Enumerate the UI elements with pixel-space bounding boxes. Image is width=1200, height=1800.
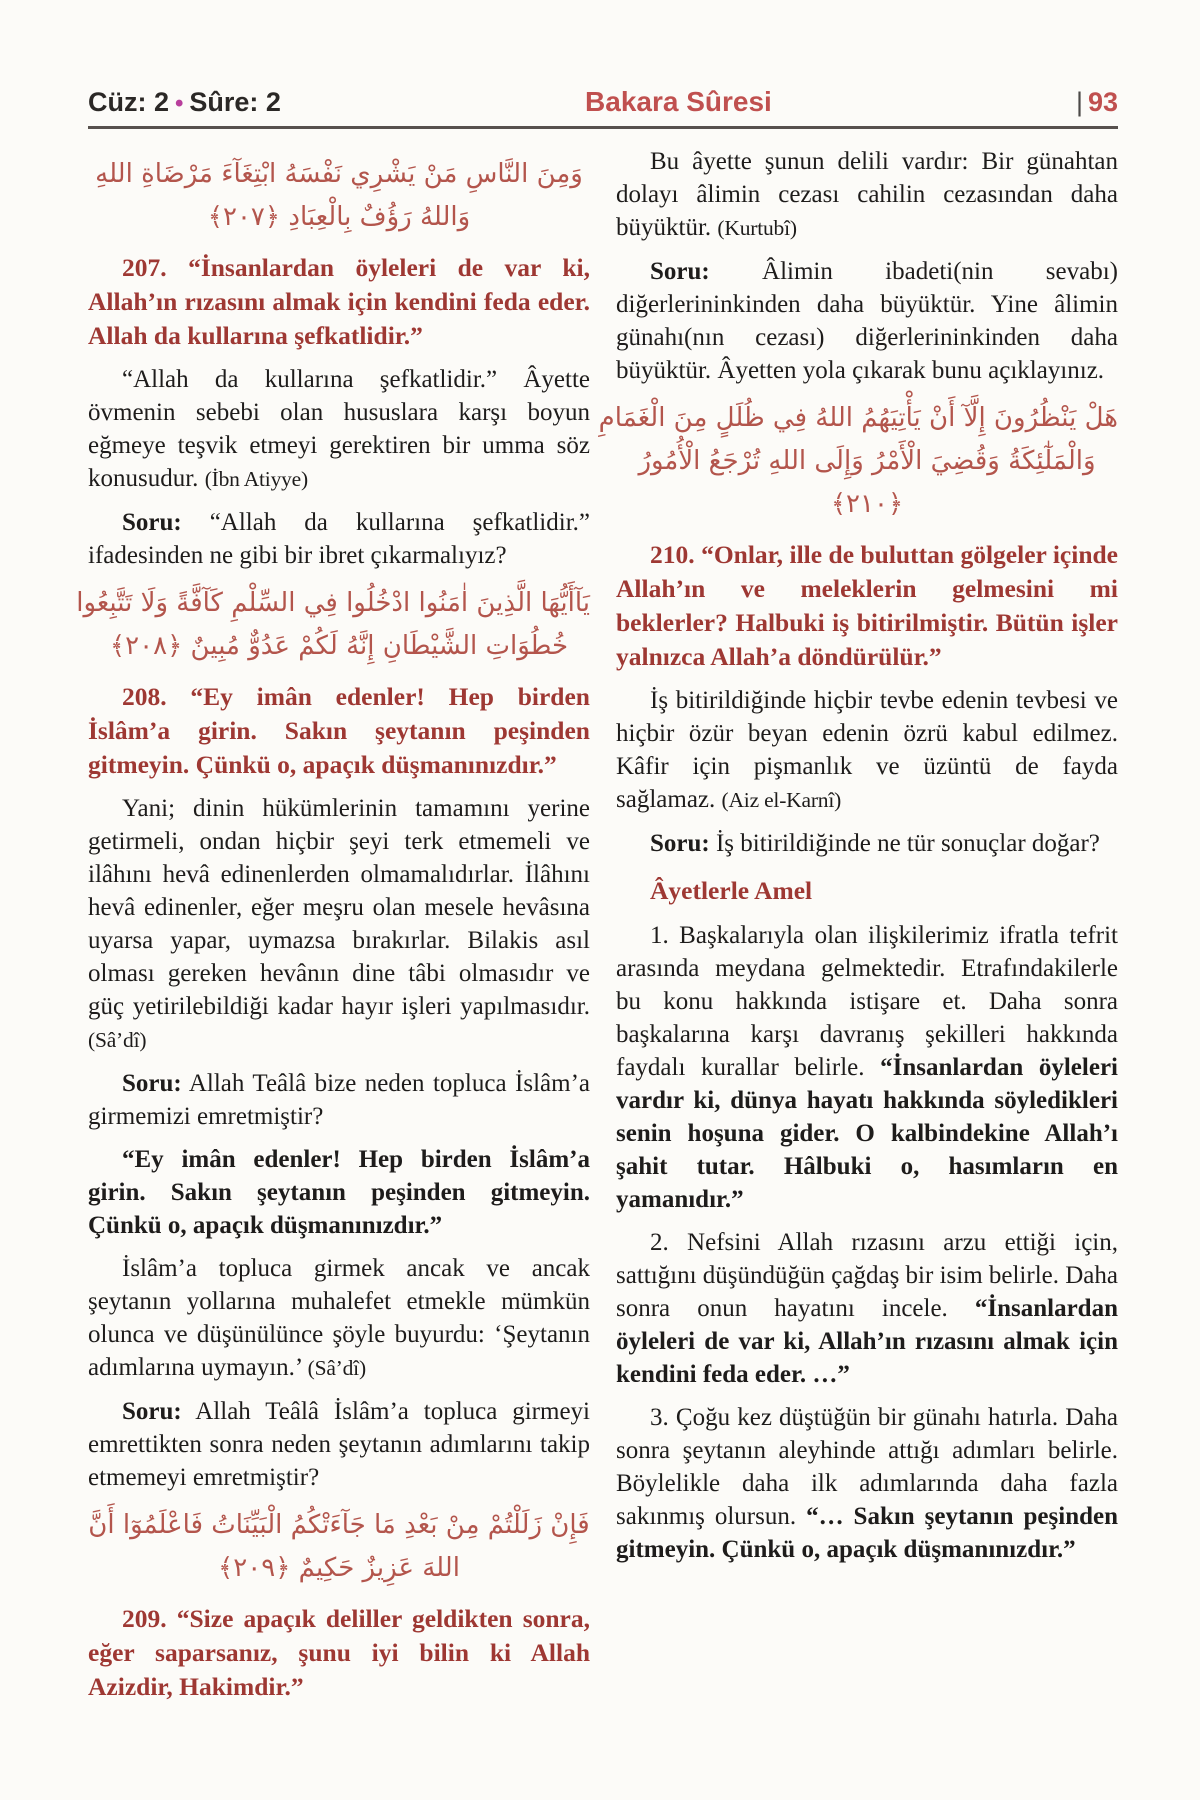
body-paragraph: 1. Başkalarıyla olan ilişkilerimiz ifratla tefrit arasında meydana gelmektedir. Etrafındakilerle bu konu hakkında istişare et. Daha sonra başkalarına karşı davranış şekilleri hakkında faydalı kurallar belirle. “İnsanlardan öyleleri vardır ki, dünya hayatı hakkında söyledikleri senin hoşuna gider. O kalbindekine Allah’ı şahit tutar. Hâlbuki o, hasımların en yamanıdır.”	[616, 922, 1118, 1213]
page-title: Bakara Sûresi	[585, 86, 772, 117]
body-paragraph: İş bitirildiğinde hiçbir tevbe edenin tevbesi ve hiçbir özür beyan edenin özrü kabul edilmez. Kâfir için pişmanlık ve üzüntü de fayda sağlamaz. (Aiz el-Karnî)	[616, 687, 1118, 813]
arabic-verse-line: ﴿٢١٠﴾	[830, 489, 904, 519]
page-content	[76, 145, 1118, 1714]
source-citation: (İbn Atiyye)	[204, 467, 308, 491]
question-label: Soru:	[122, 509, 182, 536]
body-paragraph: 2. Nefsini Allah rızasını arzu ettiği için, sattığını düşündüğün çağdaş bir isim belirle. Daha sonra onun hayatını incele. “İnsanlardan öyleleri de var ki, Allah’ın rızasını almak için kendini feda eder. …”	[616, 1229, 1118, 1388]
body-paragraph: Bu âyette şunun delili vardır: Bir günahtan dolayı âlimin cezası cahilin cezasından daha büyüktür. (Kurtubî)	[616, 148, 1118, 241]
question-paragraph: Soru: İş bitirildiğinde ne tür sonuçlar doğar?	[650, 830, 1100, 857]
question-paragraph: Soru: Allah Teâlâ İslâm’a topluca girmeyi emrettikten sonra neden şeytanın adımlarını takip etmemeyi emretmiştir?	[88, 1398, 590, 1491]
separator-bullet: •	[175, 90, 184, 117]
arabic-verse	[88, 153, 590, 239]
bold-quote-paragraph: “Ey imân edenler! Hep birden İslâm’a girin. Sakın şeytanın peşinden gitmeyin. Çünkü o, apaçık düşmanınızdır.”	[88, 1146, 590, 1239]
arabic-verse-line: اللهَ عَزِيزٌ حَكِيمٌ ﴿٢٠٩﴾	[218, 1553, 460, 1583]
bold-quote-inline: “İnsanlardan öyleleri vardır ki, dünya hayatı hakkında söyledikleri senin hoşuna gider. O kalbindekine Allah’ı şahit tutar. Hâlbuki o, hasımların en yamanıdır.”	[616, 1054, 1118, 1213]
sure-label: Sûre: 2	[189, 87, 281, 117]
arabic-verse-line: فَإِنْ زَلَلْتُمْ مِنْ بَعْدِ مَا جَآءَتْكُمُ الْبَيِّنَاتُ فَاعْلَمُوٓا أَنَّ	[88, 1510, 590, 1540]
body-paragraph: İslâm’a topluca girmek ancak ve ancak şeytanın yollarına muhalefet etmekle mümkün olunca ve düşünülünce şöyle buyurdu: ‘Şeytanın adımlarına uymayın.’ (Sâ’dî)	[88, 1255, 590, 1381]
arabic-verse	[76, 582, 590, 668]
verse-translation: 209. “Size apaçık deliller geldikten sonra, eğer saparsanız, şunu iyi bilin ki Allah Azizdir, Hakimdir.”	[88, 1604, 590, 1701]
arabic-verse-line: وَاللهُ رَؤُفٌ بِالْعِبَادِ ﴿٢٠٧﴾	[207, 202, 471, 232]
question-paragraph: Soru: Âlimin ibadeti(nin sevabı) diğerlerininkinden daha büyüktür. Yine âlimin günahı(nın cezası) diğerlerininkinden daha büyüktür. Âyetten yola çıkarak bunu açıklayınız.	[616, 258, 1118, 384]
question-paragraph: Soru: Allah Teâlâ bize neden topluca İslâm’a girmemizi emretmiştir?	[88, 1070, 590, 1130]
verse-translation: 208. “Ey imân edenler! Hep birden İslâm’a girin. Sakın şeytanın peşinden gitmeyin. Çünkü o, apaçık düşmanınızdır.”	[88, 682, 590, 779]
arabic-verse-line: خُطُوَاتِ الشَّيْطَانِ إِنَّهُ لَكُمْ عَدُوٌّ مُبِينٌ ﴿٢٠٨﴾	[109, 631, 569, 661]
question-label: Soru:	[122, 1070, 182, 1097]
section-heading: Âyetlerle Amel	[650, 876, 813, 905]
page-number-separator: |	[1075, 87, 1083, 117]
juz-sure-label	[88, 87, 281, 118]
page-header	[88, 86, 1118, 129]
source-citation: (Aiz el-Karnî)	[721, 788, 842, 812]
right-column	[598, 145, 1118, 1714]
verse-translation: 207. “İnsanlardan öyleleri de var ki, Allah’ın rızasını almak için kendini feda eder. Allah da kullarına şefkatlidir.”	[88, 253, 590, 350]
question-label: Soru:	[650, 830, 710, 857]
body-paragraph: Yani; dinin hükümlerinin tamamını yerine getirmeli, ondan hiçbir şeyi terk etmemeli ve ilâhını hevâ edinenlerden olmamalıdırlar. İlâhını hevâ edinenler, eğer meşru olan mesele hevâsına uyarsa yapar, uymazsa bırakırlar. Bilakis asıl olması gereken hevânın dine tâbi olmasıdır ve güç yetirilebildiği kadar hayır işleri yapılmasıdır. (Sâ’dî)	[88, 795, 590, 1052]
bold-quote-inline: “… Sakın şeytanın peşinden gitmeyin. Çünkü o, apaçık düşmanınızdır.”	[616, 1503, 1118, 1563]
source-citation: (Sâ’dî)	[88, 1028, 147, 1052]
body-paragraph: “Allah da kullarına şefkatlidir.” Âyette övmenin sebebi olan hususlara karşı boyun eğmeye teşvik etmeyi gerektiren bir umma söz konusudur. (İbn Atiyye)	[88, 366, 590, 492]
arabic-verse	[88, 1504, 590, 1590]
source-citation: (Sâ’dî)	[307, 1356, 366, 1380]
question-label: Soru:	[650, 258, 710, 285]
bold-quote-inline: “İnsanlardan öyleleri de var ki, Allah’ın rızasını almak için kendini feda eder. …”	[616, 1295, 1118, 1388]
juz-label: Cüz: 2	[88, 87, 169, 117]
question-label: Soru:	[122, 1398, 182, 1425]
question-paragraph: Soru: “Allah da kullarına şefkatlidir.” ifadesinden ne gibi bir ibret çıkarmalıyız?	[88, 509, 590, 569]
page-number-value: 93	[1087, 87, 1118, 117]
verse-translation: 210. “Onlar, ille de buluttan gölgeler içinde Allah’ın ve meleklerin gelmesini mi beklerler? Halbuki iş bitirilmiştir. Bütün işler yalnızca Allah’a döndürülür.”	[616, 540, 1118, 671]
arabic-verse-line: وَالْمَلٰٓئِكَةُ وَقُضِيَ الْأَمْرُ وَإِلَى اللهِ تُرْجَعُ الْأُمُورُ	[638, 446, 1096, 476]
body-paragraph: 3. Çoğu kez düştüğün bir günahı hatırla. Daha sonra şeytanın aleyhinde attığı adımları belirle. Böylelikle daha ilk adımlarında daha fazla sakınmış olursun. “… Sakın şeytanın peşinden gitmeyin. Çünkü o, apaçık düşmanınızdır.”	[616, 1404, 1118, 1563]
arabic-verse-line: يَآأَيُّهَا الَّذِينَ اٰمَنُوا ادْخُلُوا فِي السِّلْمِ كَآفَّةً وَلَا تَتَّبِعُوا	[76, 588, 590, 618]
left-column	[76, 145, 590, 1714]
arabic-verse-line: وَمِنَ النَّاسِ مَنْ يَشْرِي نَفْسَهُ ابْتِغَآءَ مَرْضَاةِ اللهِ	[95, 159, 583, 189]
arabic-verse	[598, 397, 1118, 526]
arabic-verse-line: هَلْ يَنْظُرُونَ إِلَّآ أَنْ يَأْتِيَهُمُ اللهُ فِي ظُلَلٍ مِنَ الْغَمَامِ	[598, 403, 1118, 433]
page-number	[1076, 87, 1118, 118]
source-citation: (Kurtubî)	[717, 216, 797, 240]
